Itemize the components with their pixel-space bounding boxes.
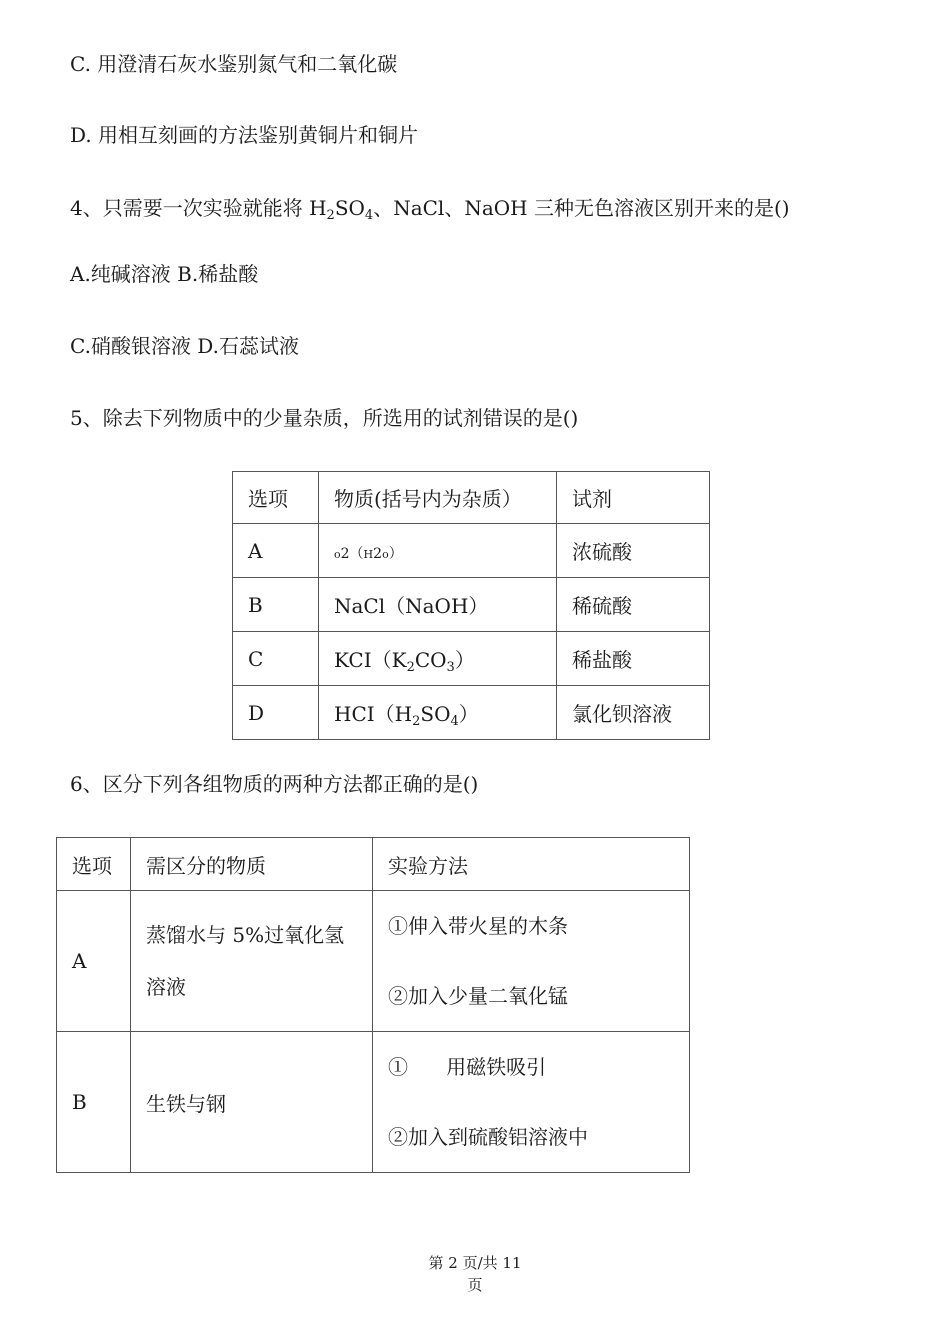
q5-table: [232, 471, 710, 740]
header-cell: 需区分的物质: [131, 838, 373, 891]
q3-option-c: C. 用澄清石灰水鉴别氮气和二氧化碳: [70, 52, 398, 76]
q6-stem: 6、区分下列各组物质的两种方法都正确的是(): [70, 772, 479, 796]
q3-option-d: D. 用相互刻画的方法鉴别黄铜片和铜片: [70, 123, 419, 147]
substance-cell: $KCI(K_2CO_3)$: [319, 632, 557, 686]
option-cell: A: [233, 524, 319, 578]
reagent-cell: 浓硫酸: [557, 524, 710, 578]
reagent-cell: 氯化钡溶液: [557, 686, 710, 740]
header-cell: 实验方法: [373, 838, 690, 891]
table-header-row: [233, 472, 710, 524]
q4-options-cd: C.硝酸银溶液 D.石蕊试液: [70, 334, 299, 358]
q4-stem: 4、只需要一次实验就能将 $H_2SO_4$、NaCl、NaOH 三种无色溶液区别开来的是(): [70, 196, 790, 223]
option-cell: B: [233, 578, 319, 632]
page-footer: [0, 1252, 950, 1296]
header-cell: 物质(括号内为杂质）: [319, 472, 557, 524]
q4-options-ab: A.纯碱溶液 B.稀盐酸: [70, 262, 259, 286]
option-cell: B: [57, 1032, 131, 1173]
header-cell: 试剂: [557, 472, 710, 524]
page-number-suffix: 页: [467, 1276, 483, 1294]
option-cell: D: [233, 686, 319, 740]
substance-cell: $HCI(H_2SO_4)$: [319, 686, 557, 740]
q6-table: [56, 837, 690, 1173]
option-cell: C: [233, 632, 319, 686]
option-cell: A: [57, 891, 131, 1032]
substance-cell: 蒸馏水与 5%过氧化氢 溶液: [131, 891, 373, 1032]
header-cell: 选项: [233, 472, 319, 524]
substance-cell: 生铁与钢: [131, 1032, 373, 1173]
reagent-cell: 稀盐酸: [557, 632, 710, 686]
method-cell: ① 用磁铁吸引 ②加入到硫酸铝溶液中: [373, 1032, 690, 1173]
page-number: 第 2 页/共 11: [428, 1254, 522, 1272]
table-row: [57, 891, 690, 1032]
header-cell: 选项: [57, 838, 131, 891]
q5-stem: 5、除去下列物质中的少量杂质，所选用的试剂错误的是(): [70, 406, 579, 430]
table-row: [233, 524, 710, 578]
table-row: [233, 686, 710, 740]
table-row: [233, 632, 710, 686]
table-header-row: [57, 838, 690, 891]
table-row: [57, 1032, 690, 1173]
table-row: [233, 578, 710, 632]
substance-cell: NaCl（NaOH）: [319, 578, 557, 632]
substance-cell: o2（H2o）: [319, 524, 557, 578]
method-cell: ①伸入带火星的木条 ②加入少量二氧化锰: [373, 891, 690, 1032]
reagent-cell: 稀硫酸: [557, 578, 710, 632]
